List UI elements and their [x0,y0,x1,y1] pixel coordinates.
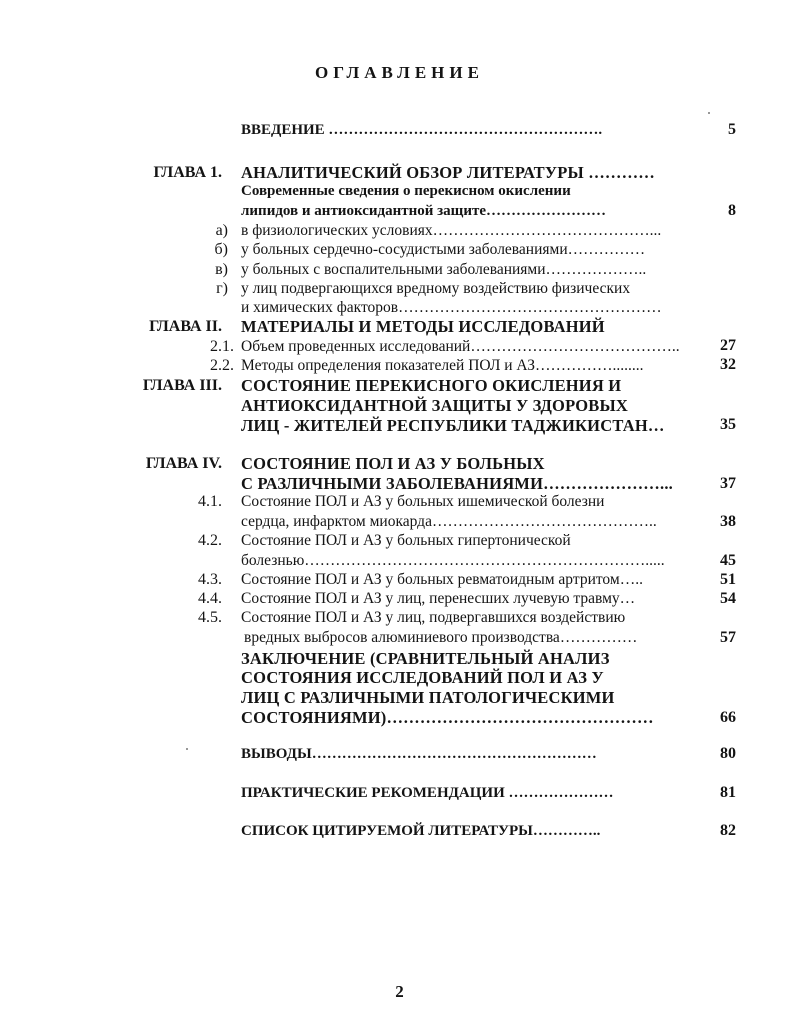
toc-entry-conclusion-cont[interactable]: СОСТОЯНИЯ ИССЛЕДОВАНИЙ ПОЛ И АЗ У [241,668,604,687]
toc-page-4-5: 57 [720,629,736,646]
toc-page-intro: 5 [728,121,736,138]
toc-entry-2-1[interactable]: Объем проведенных исследований………………………………….. [241,338,680,355]
toc-section-label: 4.1. [198,493,222,510]
toc-entry-4-2-cont[interactable]: болезнью…………………………………………………………..... [241,552,665,569]
toc-entry-chapter-4[interactable]: СОСТОЯНИЕ ПОЛ И АЗ У БОЛЬНЫХ [241,454,545,473]
toc-entry-4-5[interactable]: Состояние ПОЛ и АЗ у лиц, подвергавшихся воздействию [241,609,626,626]
toc-entry-4-3[interactable]: Состояние ПОЛ и АЗ у больных ревматоидным артритом….. [241,571,643,588]
toc-entry-chapter-1[interactable]: АНАЛИТИЧЕСКИЙ ОБЗОР ЛИТЕРАТУРЫ ………… [241,163,656,182]
toc-entry-4-4[interactable]: Состояние ПОЛ и АЗ у лиц, перенесших лучевую травму… [241,590,636,607]
toc-section-label: 4.4. [198,590,222,607]
toc-entry-chapter-3-cont[interactable]: АНТИОКСИДАНТНОЙ ЗАЩИТЫ У ЗДОРОВЫХ [241,396,629,415]
toc-entry-ch1-subtitle[interactable]: Современные сведения о перекисном окислении [241,183,571,199]
toc-chapter-label: ГЛАВА IV. [145,455,222,472]
toc-chapter-label: ГЛАВА II. [149,318,222,335]
toc-item-label: б) [214,241,228,258]
toc-section-label: 4.2. [198,532,222,549]
toc-entry-chapter-3-cont[interactable]: ЛИЦ - ЖИТЕЛЕЙ РЕСПУБЛИКИ ТАДЖИКИСТАН… [241,416,665,435]
toc-entry-4-5-cont[interactable]: вредных выбросов алюминиевого производства…………… [244,629,638,646]
toc-section-label: 4.3. [198,571,222,588]
toc-section-label: 2.1. [210,338,234,355]
toc-entry-conclusion-cont[interactable]: ЛИЦ С РАЗЛИЧНЫМИ ПАТОЛОГИЧЕСКИМИ [241,688,615,707]
toc-entry-chapter-4-cont[interactable]: С РАЗЛИЧНЫМИ ЗАБОЛЕВАНИЯМИ…………………... [241,474,673,493]
toc-entry-ch1-c[interactable]: у больных с воспалительными заболеваниями……………….. [241,261,647,278]
toc-page-4-4: 54 [720,590,736,607]
toc-item-label: в) [215,261,228,278]
toc-entry-chapter-2[interactable]: МАТЕРИАЛЫ И МЕТОДЫ ИССЛЕДОВАНИЙ [241,317,605,336]
toc-chapter-label: ГЛАВА III. [142,377,222,394]
toc-item-label: г) [216,280,228,297]
toc-entry-4-1-cont[interactable]: сердца, инфарктом миокарда…………………………………….. [241,513,657,530]
toc-entry-2-2[interactable]: Методы определения показателей ПОЛ и АЗ……………........ [241,357,644,374]
scan-speck [708,112,710,114]
toc-entry-4-2[interactable]: Состояние ПОЛ и АЗ у больных гипертонической [241,532,571,549]
toc-page-recommendations: 81 [720,784,736,801]
toc-page-chapter-3: 35 [720,416,736,433]
toc-page-ch1-subtitle: 8 [728,202,736,219]
toc-page-2-1: 27 [720,337,736,354]
toc-page-conclusion: 66 [720,709,736,726]
toc-entry-ch1-subtitle-cont[interactable]: липидов и антиоксидантной защите…………………… [241,203,607,219]
toc-entry-references[interactable]: СПИСОК ЦИТИРУЕМОЙ ЛИТЕРАТУРЫ………….. [241,823,601,839]
toc-page-conclusions: 80 [720,745,736,762]
scan-speck [186,748,188,750]
toc-entry-ch1-d-cont[interactable]: и химических факторов…………………………………………… [241,299,662,316]
toc-chapter-label: ГЛАВА 1. [153,164,222,181]
toc-page-4-1: 38 [720,513,736,530]
toc-page-4-3: 51 [720,571,736,588]
page-number: 2 [395,982,404,1001]
toc-page-references: 82 [720,822,736,839]
toc-page-2-2: 32 [720,356,736,373]
toc-page-4-2: 45 [720,552,736,569]
toc-entry-intro[interactable]: ВВЕДЕНИЕ ………………………………………………. [241,122,603,138]
toc-entry-recommendations[interactable]: ПРАКТИЧЕСКИЕ РЕКОМЕНДАЦИИ ………………… [241,785,614,801]
toc-entry-ch1-d[interactable]: у лиц подвергающихся вредному воздействию физических [241,280,631,297]
toc-entry-4-1[interactable]: Состояние ПОЛ и АЗ у больных ишемической болезни [241,493,605,510]
toc-page-chapter-4: 37 [720,475,736,492]
toc-entry-chapter-3[interactable]: СОСТОЯНИЕ ПЕРЕКИСНОГО ОКИСЛЕНИЯ И [241,376,622,395]
toc-section-label: 2.2. [210,357,234,374]
toc-entry-ch1-b[interactable]: у больных сердечно-сосудистыми заболеваниями…………… [241,241,646,258]
toc-section-label: 4.5. [198,609,222,626]
page-title: ОГЛАВЛЕНИЕ [315,63,484,82]
toc-entry-conclusions[interactable]: ВЫВОДЫ………………………………………………… [241,746,597,762]
toc-entry-ch1-a[interactable]: в физиологических условиях……………………………………... [241,222,662,239]
toc-item-label: а) [215,222,228,239]
toc-entry-conclusion-cont[interactable]: СОСТОЯНИЯМИ)………………………………………… [241,708,654,727]
toc-entry-conclusion[interactable]: ЗАКЛЮЧЕНИЕ (СРАВНИТЕЛЬНЫЙ АНАЛИЗ [241,649,610,668]
